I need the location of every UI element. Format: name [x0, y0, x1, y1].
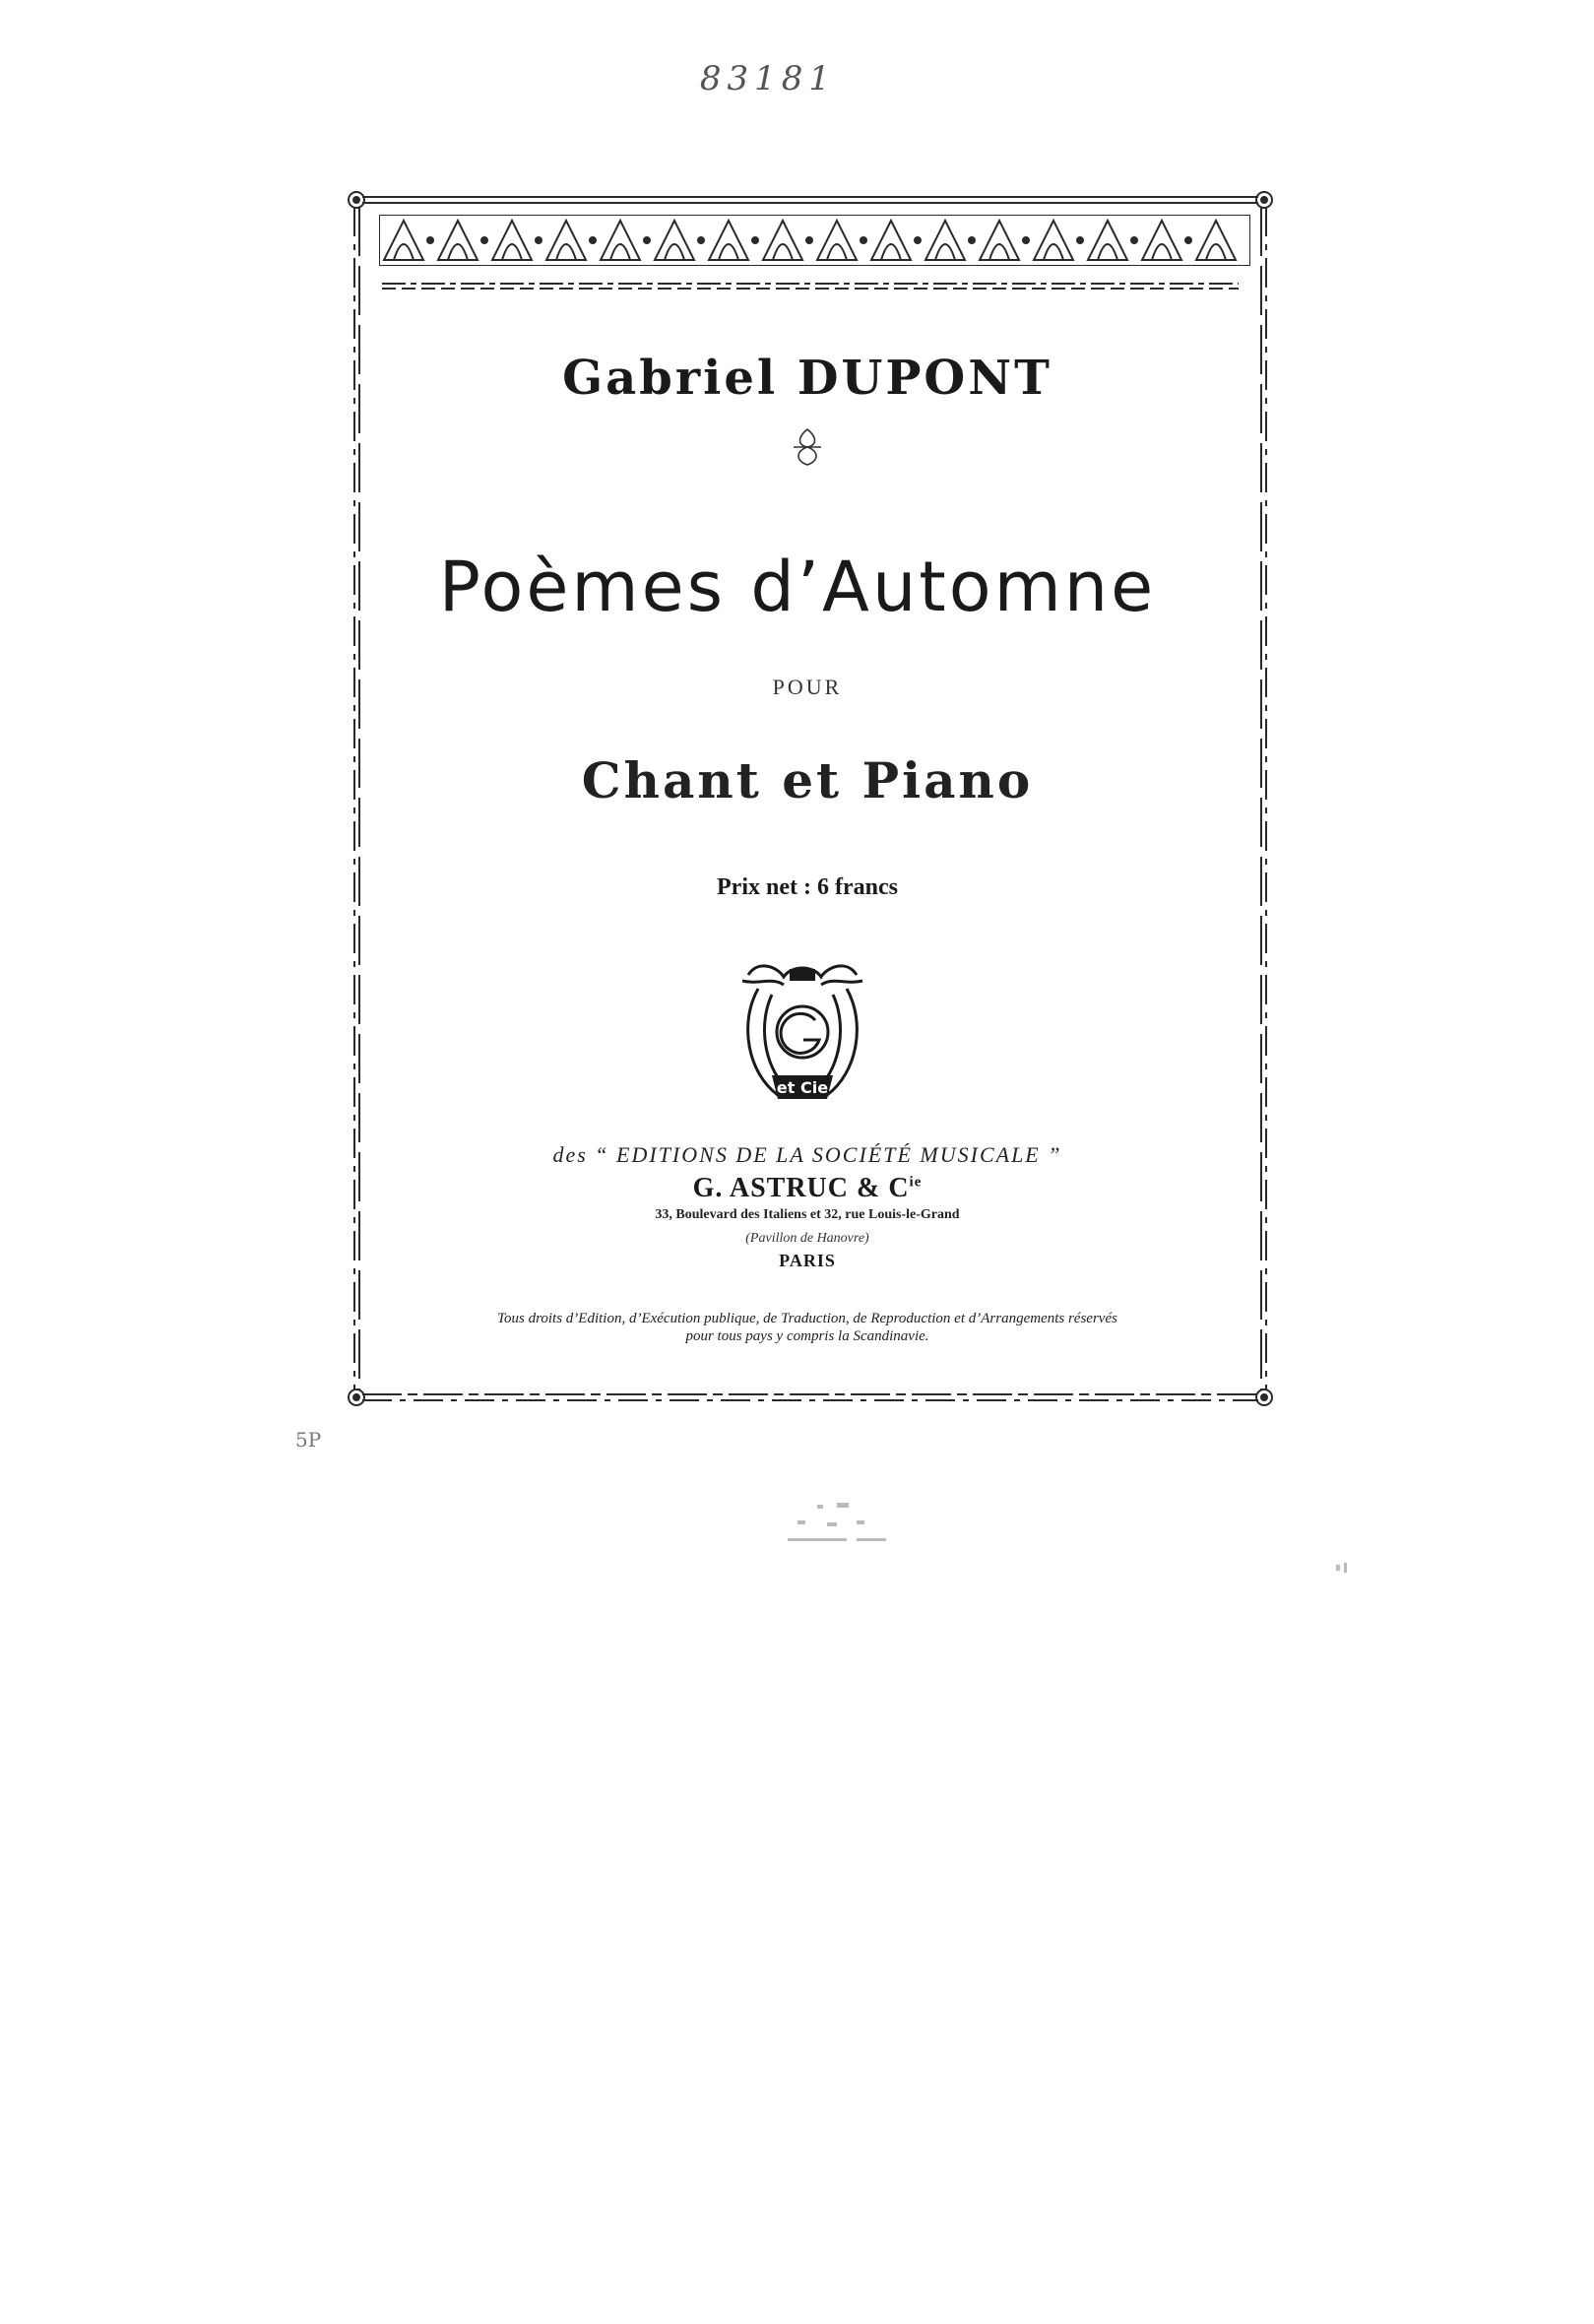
publisher-city: PARIS [779, 1251, 836, 1270]
faint-stamp-mark [758, 1497, 925, 1556]
rights-line-2: pour tous pays y compris la Scandinavie. [685, 1328, 929, 1344]
shelfmark-number: 83181 [699, 59, 837, 98]
floral-ornament-icon [788, 425, 827, 469]
series-line: des “ EDITIONS DE LA SOCIÉTÉ MUSICALE ” [552, 1142, 1062, 1167]
logo-label: et Cie [776, 1078, 829, 1097]
faint-mark [1334, 1561, 1354, 1577]
ornamental-frieze [379, 215, 1250, 266]
margin-annotation: 5P [295, 1428, 322, 1452]
pour-label: POUR [772, 675, 843, 699]
publisher-address: 33, Boulevard des Italiens et 32, rue Louis-le-Grand [655, 1207, 960, 1222]
pavillon-note: (Pavillon de Hanovre) [745, 1231, 869, 1246]
instrumentation: Chant et Piano [581, 751, 1034, 809]
rights-notice [394, 1310, 1221, 1345]
work-title: Poèmes d’Automne [438, 547, 1157, 627]
rights-line-1: Tous droits d’Edition, d’Exécution publique, de Traduction, de Reproduction et d’Arrangements réservés [497, 1311, 1117, 1326]
publisher-name-text: G. ASTRUC & C [692, 1173, 910, 1203]
composer-name: Gabriel DUPONT [562, 351, 1052, 406]
price: Prix net : 6 francs [717, 874, 898, 900]
publisher-name [610, 1173, 1004, 1204]
publisher-name-sup: ie [909, 1174, 923, 1191]
publisher-monogram-icon [729, 955, 876, 1113]
